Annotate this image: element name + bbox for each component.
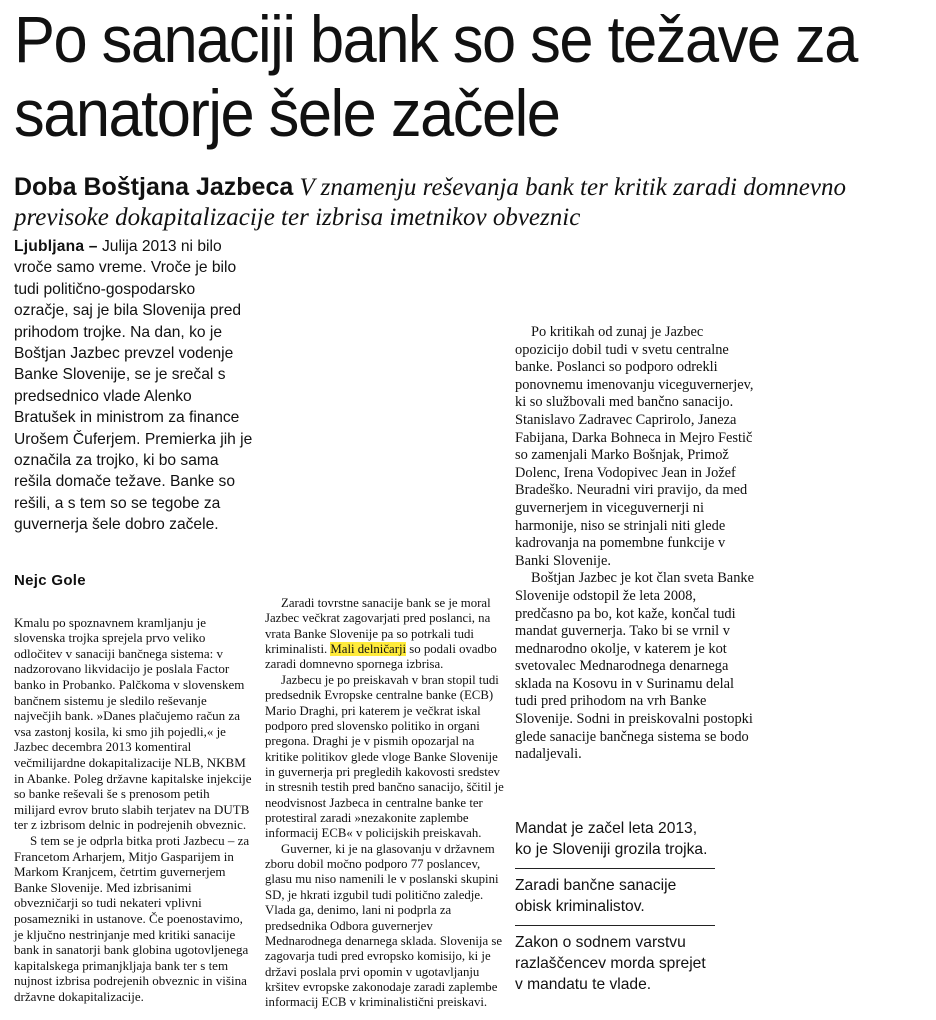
- quote-divider: [515, 868, 715, 869]
- lead-paragraph: [14, 236, 254, 536]
- body-paragraph: Kmalu po spoznavnem kramljanju je slovenska trojka sprejela prvo veliko odločitev v sanaciji bančnega sistema: v nadzorovano likvidacijo je poslala Factor banko in Probanko. Palčkoma v slovenskem bančnem sistemu je sledilo reševanje največjih bank. »Danes plačujemo račun za vsa zastonj kosila, ki smo jih pojedli,« je Jazbec decembra 2013 komentiral večmilijardne dokapitalizacije NLB, NKBM in Abanke. Poleg državne kapitalske injekcije so banke reševali še s prenosom petih milijard evrov bruto slabih terjatev na DUTB ter z izbrisom delnic in podrejenih obveznic.: [14, 614, 252, 833]
- deck-kicker: Doba Boštjana Jazbeca: [14, 173, 294, 201]
- pull-quote: Mandat je začel leta 2013, ko je Sloveniji grozila trojka.: [515, 820, 708, 858]
- body-text: so podali ovadbo zaradi domnevno spornega izbrisa.: [265, 642, 497, 672]
- quote-divider: [515, 925, 715, 926]
- body-paragraph: Boštjan Jazbec je kot član sveta Banke Slovenije odstopil že leta 2008, predčasno pa bo, kot kaže, končal tudi mandat guvernerja. Tako bi se vrnil v mednarodno okolje, v katerem je kot svetovalec Mednarodnega denarnega sklada na Kosovu in v Surinamu delal tudi pred prihodom na vrh Banke Slovenije. Sodni in preiskovalni postopki glede sanacije bančnega sistema se bodo nadaljevali.: [515, 570, 754, 763]
- body-text: Zaradi tovrstne sanacije bank se je moral Jazbec večkrat zagovarjati pred poslanci, na vrata Banke Slovenije pa so potrkali tudi kriminalisti.: [265, 596, 491, 657]
- pull-quote: Zakon o sodnem varstvu razlaščencev morda sprejet v mandatu te vlade.: [515, 934, 706, 993]
- column-2: [265, 236, 505, 1011]
- deck-subtitle: V znamenju reševanja bank ter kritik zaradi domnevno previsoke dokapitalizacije ter izbrisa imetnikov obveznic: [14, 174, 846, 231]
- pull-quote: Zaradi bančne sanacije obisk kriminalistov.: [515, 877, 677, 915]
- deck: [14, 172, 930, 233]
- body-paragraph: Jazbecu je po preiskavah v bran stopil tudi predsednik Evropske centralne banke (ECB) Mario Draghi, pri katerem je večkrat iskal podporo pred slovensko politiko in organi pregona. Draghi je v pismih opozarjal na kritike politikov glede vloge Banke Slovenije in guvernerja pri pregledih kakovosti sredstev in stresnih testih pred bančno sanacijo, ščitil je neodvisnost Jazbeca in centralne banke ter protestiral zaradi »nezakonite zaplembe informacij ECB« v policijskih preiskavah.: [265, 672, 504, 841]
- sidebar-quotes: [515, 818, 715, 1003]
- body-paragraph: S tem se je odprla bitka proti Jazbecu – za Francetom Arharjem, Mitjo Gasparijem in Markom Kranjcem, četrtim guvernerjem Banke Slovenije. Med izbrisanimi obvezničarji so tudi nekateri vplivni posamezniki in ustanove. Če poenostavimo, je ključno nestrinjanje med kritiki sanacije bank in sanatorji bank globina ugotovljenega kapitalskega primanjkljaja bank ter s tem nujnost izbrisa podrejenih obveznic in višina državne dokapitalizacije.: [14, 833, 250, 1004]
- highlighted-text: Mali delničarji: [330, 642, 407, 657]
- body-paragraph: Guverner, ki je na glasovanju v državnem zboru dobil močno podporo 77 poslancev, glasu mu niso namenili le v poslanski skupini SD, je hkrati izgubil tudi politično zaledje. Vlada ga, denimo, lani ni podprla za predsednika Odbora guvernerjev Mednarodnega denarnega sklada. Slovenija se zagovarja tudi pred evropsko komisijo, ki je državi poslala prvi opomin v ugotavljanju kršitev evropske zakonodaje zaradi zaplembe informacij ECB v kriminalistični preiskavi.: [265, 841, 503, 1010]
- headline: Po sanaciji bank so se težave za sanatorje šele začele: [14, 2, 857, 150]
- body-paragraph: Po kritikah od zunaj je Jazbec opozicijo dobil tudi v svetu centralne banke. Poslanci so podporo odrekli ponovnemu imenovanju viceguvernerjev, ki so službovali med bančno sanacijo. Stanislavo Zadravec Caprirolo, Janeza Fabijana, Darka Bohneca in Mejro Festič so zamenjali Marko Bošnjak, Primož Dolenc, Irena Vodopivec Jean in Jožef Bradeško. Neuradni viri pravijo, da med guvernerjem in viceguvernerji ni harmonije, niso se strinjali niti glede kadrovanja na pomembne funkcije v Banki Slovenije.: [515, 324, 754, 569]
- lead-text: Julija 2013 ni bilo vroče samo vreme. Vroče je bilo tudi politično-gospodarsko ozračje, saj je bila Slovenija pred prihodom trojke. Na dan, ko je Boštjan Jazbec prevzel vodenje Banke Slovenije, se je srečal s predsednico vlade Alenko Bratušek in ministrom za finance Urošem Čuferjem. Premierka jih je označila za trojko, ki bo sama rešila domače težave. Banke so rešili, a s tem so se tegobe za guvernerja šele dobro začele.: [14, 238, 253, 534]
- column-1: [14, 236, 254, 1005]
- body-paragraph: [265, 596, 505, 673]
- byline: Nejc Gole: [14, 571, 86, 589]
- dateline: Ljubljana –: [14, 238, 98, 255]
- column-3: [515, 236, 755, 764]
